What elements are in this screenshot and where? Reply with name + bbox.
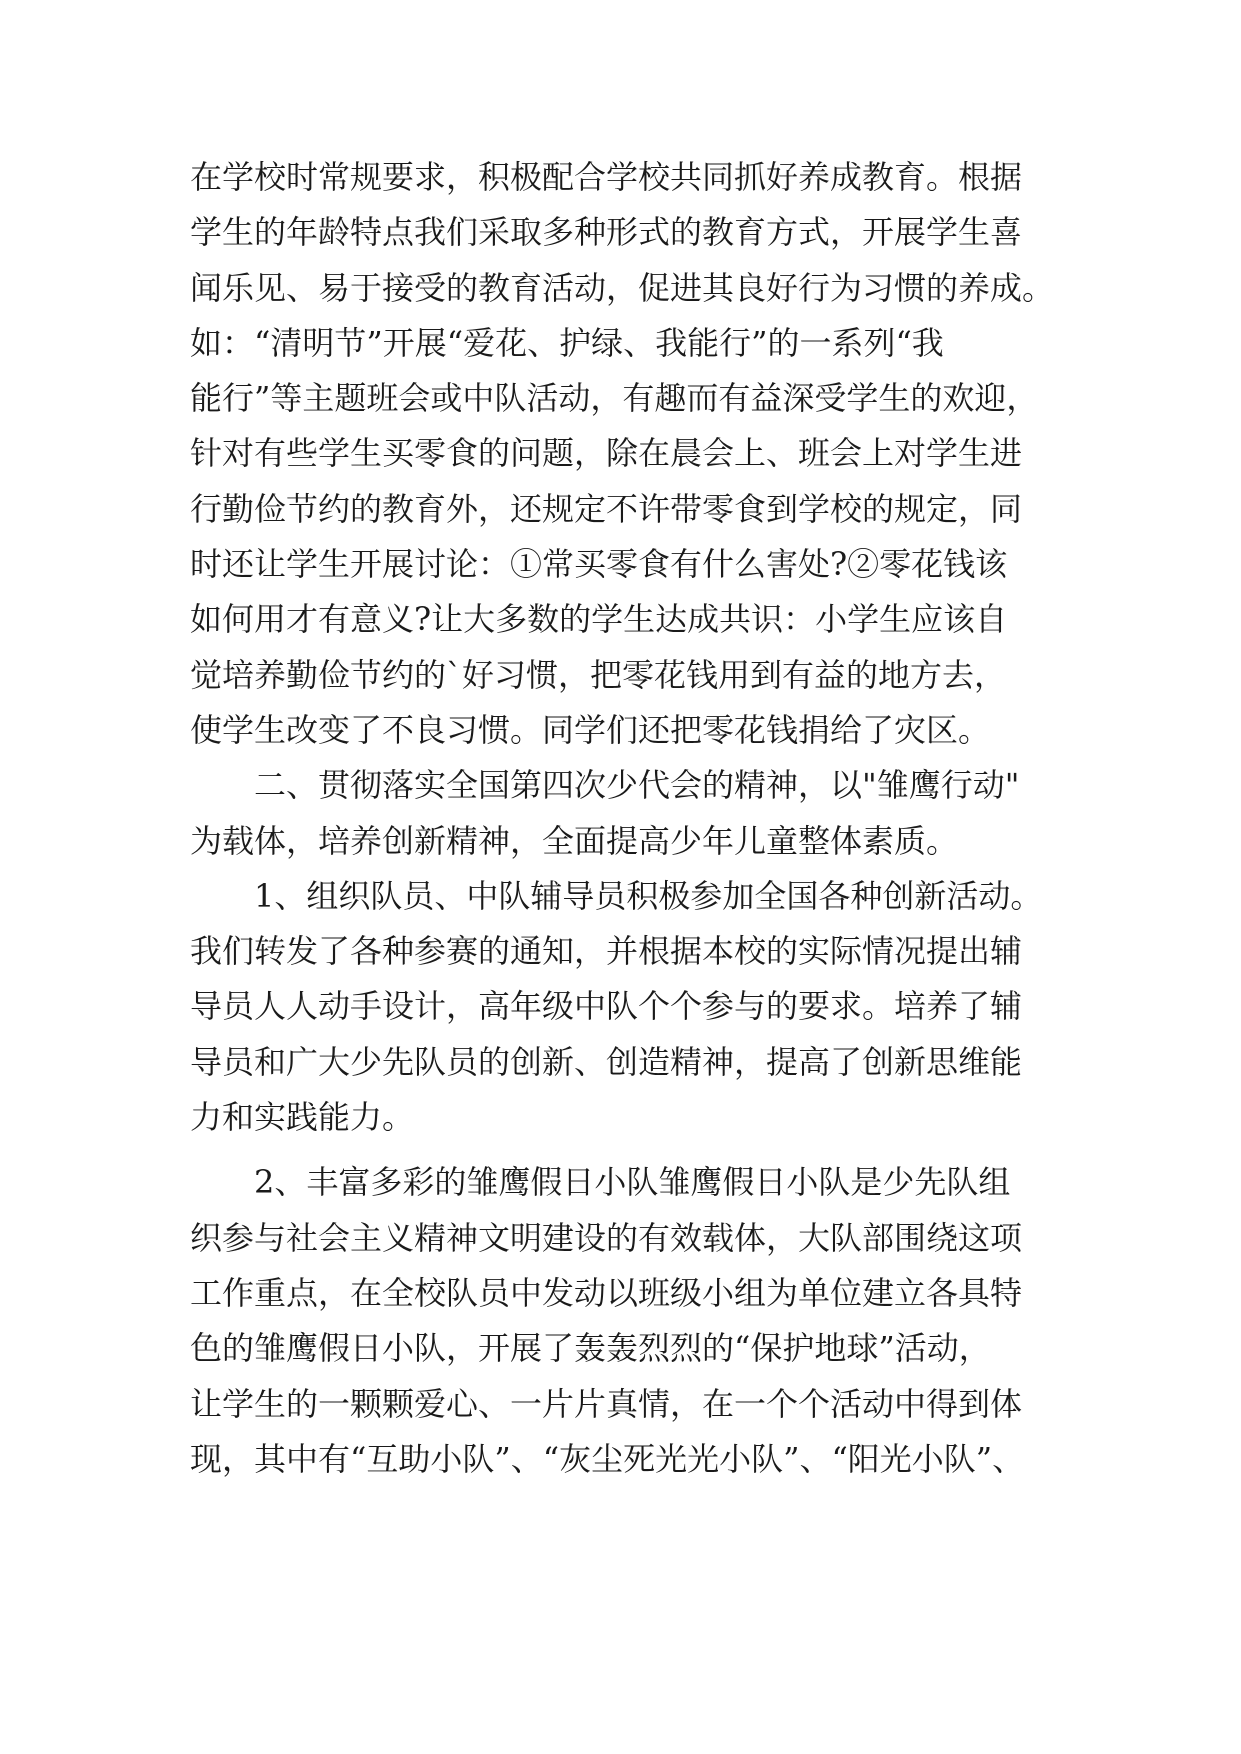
text-line: 能行”等主题班会或中队活动，有趣而有益深受学生的欢迎， — [190, 379, 1039, 418]
text-line: 如：“清明节”开展“爱花、护绿、我能行”的一系列“我 — [190, 323, 944, 362]
text-line: 为载体，培养创新精神，全面提高少年儿童整体素质。 — [190, 821, 959, 860]
body-text — [190, 150, 1060, 1487]
text-line: 1、组织队员、中队辅导员积极参加全国各种创新活动。 — [190, 876, 1043, 915]
paragraph-spacer — [190, 1145, 1060, 1155]
text-line: 行勤俭节约的教育外，还规定不许带零食到学校的规定，同 — [190, 489, 1023, 528]
text-line: 使学生改变了不良习惯。同学们还把零花钱捐给了灾区。 — [190, 710, 991, 749]
text-line: 针对有些学生买零食的问题，除在晨会上、班会上对学生进 — [190, 434, 1023, 473]
text-line: 时还让学生开展讨论：①常买零食有什么害处?②零花钱该 — [190, 545, 1008, 584]
text-line: 导员人人动手设计，高年级中队个个参与的要求。培养了辅 — [190, 987, 1023, 1026]
text-line: 闻乐见、易于接受的教育活动，促进其良好行为习惯的养成。 — [190, 268, 1055, 307]
text-line: 2、丰富多彩的雏鹰假日小队雏鹰假日小队是少先队组 — [190, 1163, 1011, 1202]
text-line: 学生的年龄特点我们采取多种形式的教育方式，开展学生喜 — [190, 213, 1023, 252]
text-line: 色的雏鹰假日小队，开展了轰轰烈烈的“保护地球”活动， — [190, 1329, 991, 1368]
text-line: 觉培养勤俭节约的`好习惯，把零花钱用到有益的地方去， — [190, 655, 1007, 694]
text-line: 导员和广大少先队员的创新、创造精神，提高了创新思维能 — [190, 1042, 1023, 1081]
text-line: 在学校时常规要求，积极配合学校共同抓好养成教育。根据 — [190, 158, 1023, 196]
text-line: 如何用才有意义?让大多数的学生达成共识：小学生应该自 — [190, 600, 1008, 639]
text-line: 让学生的一颗颗爱心、一片片真情，在一个个活动中得到体 — [190, 1384, 1023, 1423]
text-line: 织参与社会主义精神文明建设的有效载体，大队部围绕这项 — [190, 1218, 1023, 1257]
text-line: 工作重点，在全校队员中发动以班级小组为单位建立各具特 — [190, 1273, 1023, 1312]
text-line: 现，其中有“互助小队”、“灰尘死光光小队”、“阳光小队”、 — [190, 1439, 1025, 1478]
text-line: 二、贯彻落实全国第四次少代会的精神，以"雏鹰行动" — [190, 766, 1020, 805]
text-line: 我们转发了各种参赛的通知，并根据本校的实际情况提出辅 — [190, 932, 1023, 971]
text-line: 力和实践能力。 — [190, 1098, 415, 1137]
